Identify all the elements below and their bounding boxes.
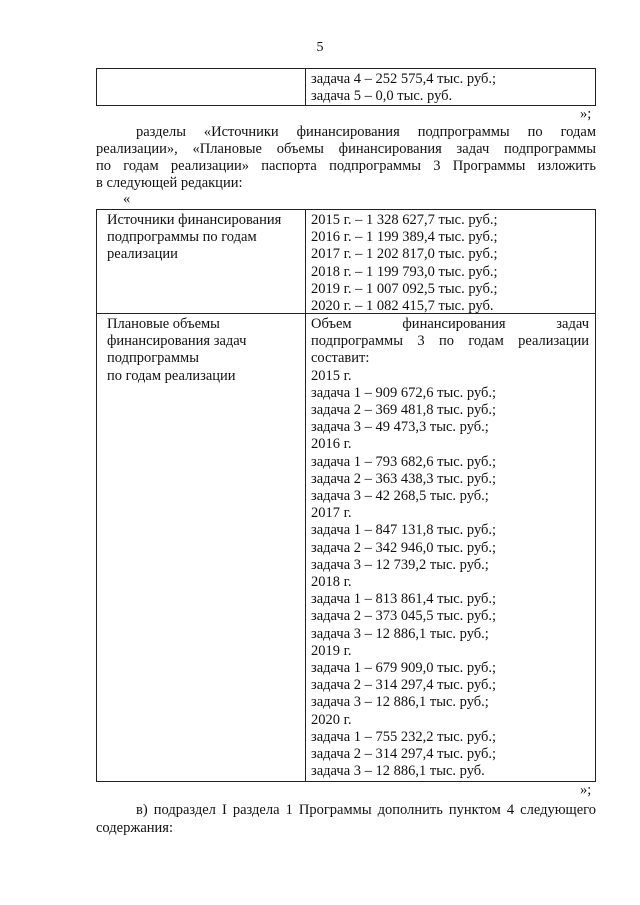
year-amount-line: 2017 г. – 1 202 817,0 тыс. руб.; bbox=[311, 246, 498, 263]
task-line: задача 1 – 679 909,0 тыс. руб.; bbox=[311, 660, 497, 677]
task-line: задача 1 – 909 672,6 тыс. руб.; bbox=[311, 384, 497, 401]
intro-line: составит: bbox=[311, 350, 370, 367]
intro-line: подпрограммы 3 по годам реализации bbox=[311, 333, 589, 350]
year-heading: 2016 г. bbox=[311, 436, 352, 453]
paragraph-line: в) подраздел I раздела 1 Программы дополнить пунктом 4 следующего bbox=[136, 802, 596, 818]
planned-volumes-label bbox=[107, 316, 246, 385]
year-heading: 2018 г. bbox=[311, 574, 352, 591]
label-line: Источники финансирования bbox=[107, 212, 282, 228]
task-line: задача 2 – 363 438,3 тыс. руб.; bbox=[311, 470, 497, 487]
label-line: реализации bbox=[107, 246, 178, 263]
year-amount-line: 2018 г. – 1 199 793,0 тыс. руб.; bbox=[311, 263, 498, 280]
task-line: задача 1 – 793 682,6 тыс. руб.; bbox=[311, 453, 497, 470]
year-amount-line: 2020 г. – 1 082 415,7 тыс. руб. bbox=[311, 298, 494, 315]
year-heading: 2020 г. bbox=[311, 711, 352, 728]
year-heading: 2019 г. bbox=[311, 642, 352, 659]
opening-quote: « bbox=[123, 191, 131, 207]
task-line: задача 5 – 0,0 тыс. руб. bbox=[311, 88, 453, 104]
task-line: задача 1 – 813 861,4 тыс. руб.; bbox=[311, 591, 497, 608]
task-line: задача 3 – 49 473,3 тыс. руб.; bbox=[311, 419, 489, 436]
planned-volumes-values bbox=[311, 316, 589, 780]
label-line: финансирования задач bbox=[107, 333, 247, 350]
year-amount-line: 2016 г. – 1 199 389,4 тыс. руб.; bbox=[311, 229, 498, 246]
label-line: Плановые объемы bbox=[107, 316, 220, 332]
label-line: по годам реализации bbox=[107, 367, 236, 384]
task-line: задача 2 – 314 297,4 тыс. руб.; bbox=[311, 746, 497, 763]
closing-quote: »; bbox=[580, 106, 592, 122]
paragraph-subsection-addition bbox=[96, 801, 596, 837]
column-divider bbox=[305, 210, 306, 781]
paragraph-sections-amendment bbox=[96, 124, 596, 192]
top-table-right-cell bbox=[311, 71, 496, 105]
task-line: задача 1 – 755 232,2 тыс. руб.; bbox=[311, 728, 497, 745]
funding-sources-values bbox=[311, 212, 589, 315]
task-line: задача 4 – 252 575,4 тыс. руб.; bbox=[311, 71, 497, 87]
paragraph-line: разделы «Источники финансирования подпрограммы по годам bbox=[136, 124, 596, 140]
paragraph-line: в следующей редакции: bbox=[96, 175, 243, 191]
task-line: задача 3 – 12 739,2 тыс. руб.; bbox=[311, 556, 489, 573]
paragraph-line: содержания: bbox=[96, 820, 174, 836]
intro-line: Объем финансирования задач bbox=[311, 316, 589, 332]
page-number: 5 bbox=[316, 40, 324, 55]
task-line: задача 2 – 314 297,4 тыс. руб.; bbox=[311, 677, 497, 694]
task-line: задача 1 – 847 131,8 тыс. руб.; bbox=[311, 522, 497, 539]
passport-table bbox=[96, 209, 596, 782]
task-line: задача 3 – 12 886,1 тыс. руб.; bbox=[311, 694, 489, 711]
label-line: подпрограммы по годам bbox=[107, 229, 257, 246]
year-amount-line: 2019 г. – 1 007 092,5 тыс. руб.; bbox=[311, 280, 498, 297]
paragraph-line: по годам реализации» паспорта подпрограммы 3 Программы изложить bbox=[96, 158, 596, 174]
task-line: задача 3 – 42 268,5 тыс. руб.; bbox=[311, 488, 489, 505]
top-table-fragment bbox=[96, 68, 596, 106]
column-divider bbox=[305, 69, 306, 105]
task-line: задача 3 – 12 886,1 тыс. руб.; bbox=[311, 625, 489, 642]
year-heading: 2015 г. bbox=[311, 367, 352, 384]
task-line: задача 2 – 369 481,8 тыс. руб.; bbox=[311, 402, 497, 419]
closing-quote: »; bbox=[580, 782, 592, 798]
year-amount-line: 2015 г. – 1 328 627,7 тыс. руб.; bbox=[311, 212, 498, 228]
label-line: подпрограммы bbox=[107, 350, 199, 367]
task-line: задача 2 – 342 946,0 тыс. руб.; bbox=[311, 539, 497, 556]
task-line: задача 3 – 12 886,1 тыс. руб. bbox=[311, 763, 485, 780]
year-heading: 2017 г. bbox=[311, 505, 352, 522]
task-line: задача 2 – 373 045,5 тыс. руб.; bbox=[311, 608, 497, 625]
paragraph-line: реализации», «Плановые объемы финансирования задач подпрограммы bbox=[96, 141, 596, 157]
funding-sources-label bbox=[107, 212, 281, 264]
